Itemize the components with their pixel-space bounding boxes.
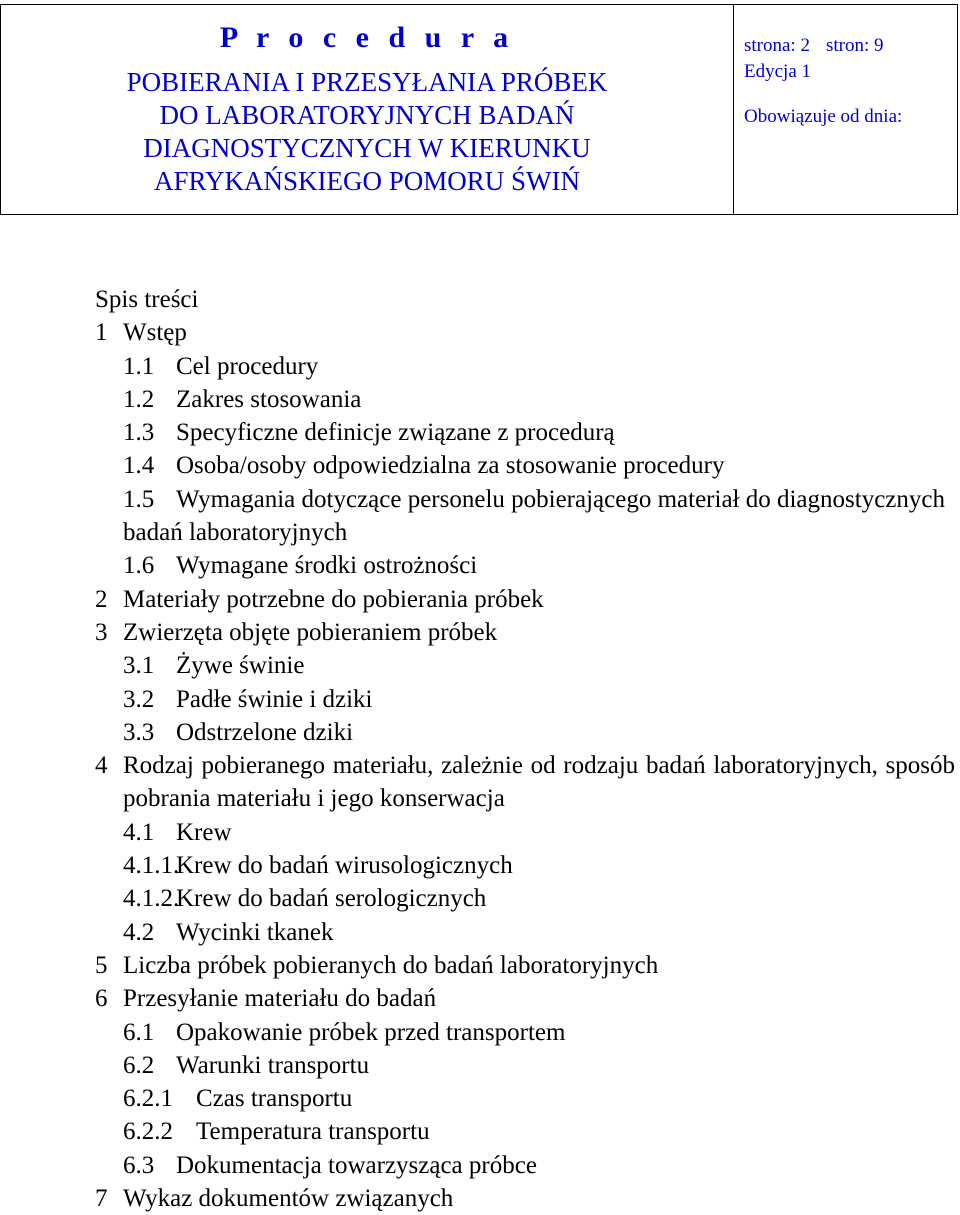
toc-entry [95,849,955,882]
toc-entry [95,649,955,682]
toc-entry-text: Dokumentacja towarzysząca próbce [176,1151,537,1179]
toc-entry-text: Materiały potrzebne do pobierania próbek [123,585,544,613]
toc-entry-text: Rodzaj pobieranego materiału, zależnie od rodzaju badań laboratoryjnych, sposób pobrania materiału i jego konserwacja [123,752,955,813]
toc-entry [95,882,955,915]
toc-entry-text: Temperatura transportu [196,1118,430,1146]
toc-entry-text: Opakowanie próbek przed transportem [176,1018,566,1046]
toc-entry-text: Wykaz dokumentów związanych [123,1185,454,1213]
page-number: strona: 2 [744,35,810,56]
toc-entry-number: 4.1.1. [123,852,180,880]
toc-entry-text: Wycinki tkanek [176,918,334,946]
toc-entry [95,583,955,616]
toc-entry-text: Liczba próbek pobieranych do badań laboratoryjnych [123,951,659,979]
toc-entry-text: Krew [176,818,232,846]
toc-entry [95,616,955,649]
toc-entry-text: Przesyłanie materiału do badań [123,985,437,1013]
toc-entry-number: 5 [95,951,108,979]
toc-entry-text: Krew do badań serologicznych [176,885,487,913]
toc-entry [95,916,955,949]
toc-entry-number: 3.3 [123,718,155,746]
toc-entry-text: Czas transportu [196,1085,353,1113]
header-title-cell [1,5,734,214]
toc-entry [95,383,955,416]
toc-entry-text: Padłe świnie i dziki [176,685,373,713]
toc-entry-number: 1.2 [123,385,155,413]
document-title [1,66,733,198]
toc-entry [95,683,955,716]
toc-entry [95,1049,955,1082]
toc-entry-text: Żywe świnie [176,652,305,680]
toc-entry-text: Krew do badań wirusologicznych [176,852,513,880]
document-title-line: POBIERANIA I PRZESYŁANIA PRÓBEK [126,67,608,97]
toc-entry-number: 1.5 [123,485,155,513]
toc-entry-number: 6.2.2 [123,1118,173,1146]
table-of-contents [95,283,955,1215]
toc-entry [95,982,955,1015]
header-meta-cell [734,5,957,214]
edition: Edycja 1 [744,61,812,82]
toc-entry [95,449,955,482]
toc-entry [95,816,955,849]
document-header [0,4,958,215]
toc-entry-text: Specyficzne definicje związane z procedurą [176,419,615,447]
toc-entry [95,416,955,449]
document-title-line: AFRYKAŃSKIEGO POMORU ŚWIŃ [153,166,581,196]
document-title-line: DO LABORATORYJNYCH BADAŃ [159,100,575,130]
toc-entry-number: 6.1 [123,1018,155,1046]
toc-heading: Spis treści [95,286,199,313]
toc-entry-text: Cel procedury [176,352,319,380]
toc-entry [95,749,955,816]
toc-entry-number: 6 [95,985,108,1013]
document-title-line: DIAGNOSTYCZNYCH W KIERUNKU [143,133,591,163]
toc-entry [95,716,955,749]
toc-entry-text: Osoba/osoby odpowiedzialna za stosowanie procedury [176,452,725,480]
toc-entry [95,949,955,982]
toc-entry-number: 1.3 [123,419,155,447]
toc-entry-text: Odstrzelone dziki [176,718,354,746]
toc-entry [95,1182,955,1215]
toc-entry [95,1016,955,1049]
toc-entry-number: 2 [95,585,108,613]
toc-entry-text: Wstęp [123,319,187,347]
toc-entry-number: 1 [95,319,108,347]
toc-entry-number: 3 [95,618,108,646]
toc-entry-number: 4.1.2. [123,885,180,913]
toc-entry [95,316,955,349]
toc-entry-number: 4.2 [123,918,155,946]
toc-entry-number: 1.6 [123,552,155,580]
toc-entry-number: 4.1 [123,818,155,846]
toc-entry [95,549,955,582]
toc-entry-text: Zwierzęta objęte pobieraniem próbek [123,618,498,646]
toc-entry-number: 6.2.1 [123,1085,173,1113]
toc-entry-text: Wymagane środki ostrożności [176,552,478,580]
toc-entry-number: 1.1 [123,352,155,380]
toc-entry-number: 6.2 [123,1051,155,1079]
page-count: stron: 9 [825,35,884,56]
toc-entry-number: 3.2 [123,685,155,713]
toc-entry [95,483,955,550]
toc-entry-number: 7 [95,1185,108,1213]
toc-entry-number: 3.1 [123,652,155,680]
toc-entry-number: 1.4 [123,452,155,480]
toc-entry [95,1082,955,1115]
toc-entry-text: Zakres stosowania [176,385,362,413]
toc-entry [95,1115,955,1148]
toc-entry [95,350,955,383]
toc-entry-text: Wymagania dotyczące personelu pobierającego materiał do diagnostycznych badań laboratoryjnych [123,485,945,547]
procedure-label: P r o c e d u r a [219,21,515,54]
toc-entry-text: Warunki transportu [176,1051,370,1079]
toc-entry-number: 4 [95,752,108,780]
toc-entry-number: 6.3 [123,1151,155,1179]
page-info [744,34,957,58]
effective-date: Obowiązuje od dnia: [744,106,903,127]
toc-entry [95,1149,955,1182]
